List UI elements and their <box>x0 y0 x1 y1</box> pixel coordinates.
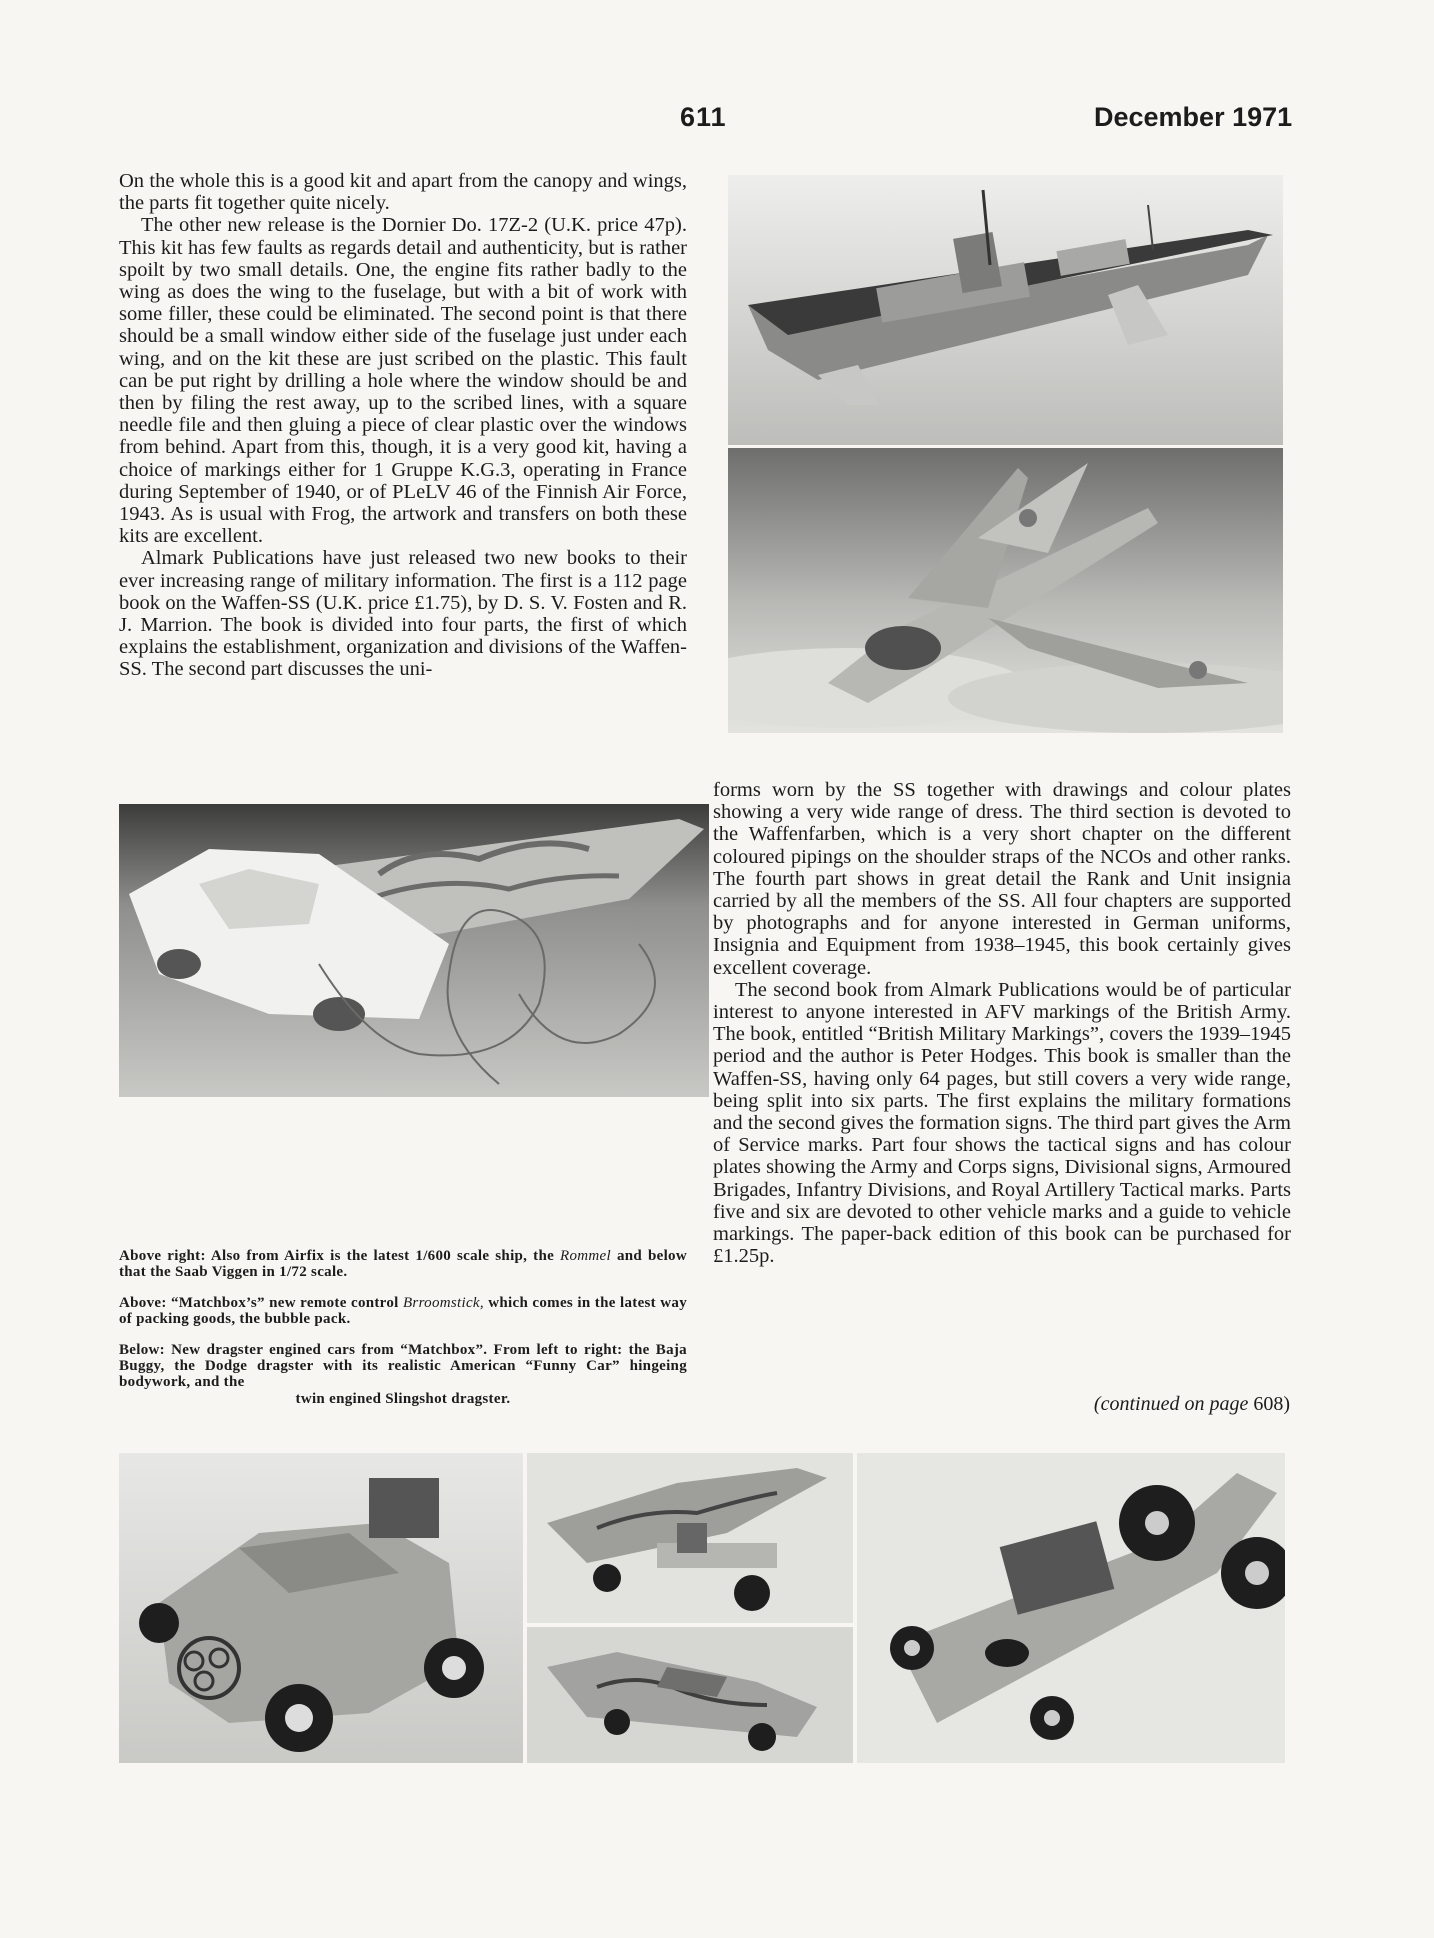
caption-above-right: Above right: Also from Airfix is the latest 1/600 scale ship, the Rommel and below that the Saab Viggen in 1/72 scale. <box>119 1248 687 1281</box>
slingshot-dragster-photo <box>857 1453 1285 1763</box>
ship-name: Rommel <box>560 1248 611 1264</box>
saab-viggen-model-photo <box>728 448 1283 733</box>
left-text-column <box>119 170 687 681</box>
paragraph: On the whole this is a good kit and apart from the canopy and wings, the parts fit together quite nicely. <box>119 170 687 215</box>
ship-model-photo <box>728 175 1283 445</box>
paragraph: Almark Publications have just released two new books to their ever increasing range of military information. The first is a 112 page book on the Waffen-SS (U.K. price £1.75), by D. S. V. Fosten and R. J. Marrion. The book is divided into four parts, the first of which explains the establishment, organization and divisions of the Waffen-SS. The second part discusses the uni- <box>119 547 687 681</box>
continued-note: (continued on page 608) <box>1093 1393 1290 1415</box>
funny-car-open-photo <box>527 1453 853 1623</box>
product-name: Brroomstick, <box>402 1294 484 1311</box>
caption-below-end: twin engined Slingshot dragster. <box>295 1390 511 1407</box>
photo-captions <box>119 1248 687 1421</box>
paragraph: The second book from Almark Publications would be of particular interest to anyone interested in AFV markings of the British Army. The book, entitled “British Military Markings”, covers the 1939–1945 period and the author is Peter Hodges. This book is smaller than the Waffen-SS, having only 64 pages, but still covers a very wide range, being split into six parts. The first explains the military formations and the second gives the formation signs. The third part gives the Arm of Service marks. Part four shows the tactical signs and has colour plates showing the Army and Corps signs, Divisional signs, Armoured Brigades, Infantry Divisions, and Royal Artillery Tactical marks. Parts five and six are devoted to other vehicle marks and a guide to vehicle markings. The paper-back edition of this book can be purchased for £1.25p. <box>713 978 1291 1268</box>
baja-buggy-photo <box>119 1453 523 1763</box>
caption-above: Above: “Matchbox’s” new remote control Brroomstick, which comes in the latest way of packing goods, the bubble pack. <box>119 1294 688 1328</box>
right-text-column <box>713 779 1291 1267</box>
paragraph: The other new release is the Dornier Do. 17Z-2 (U.K. price 47p). This kit has few faults as regards detail and authenticity, but is rather spoilt by two small details. One, the engine fits rather badly to the wing as does the wing to the fuselage, but with a bit of work with some filler, these could be eliminated. The second point is that there should be a small window either side of the fuselage just under each wing, and on the kit these are just scribed on the plastic. This fault can be put right by drilling a hole where the window should be and then by filing the rest away, up to the scribed lines, with a square needle file and then gluing a piece of clear plastic over the windows from behind. Apart from this, though, it is a very good kit, having a choice of markings either for 1 Gruppe K.G.3, operating in France during September of 1940, or of PLeLV 46 of the Finnish Air Force, 1943. As is usual with Frog, the artwork and transfers on both these kits are excellent. <box>119 214 687 548</box>
page-number: 611 <box>680 102 727 132</box>
brroomstick-car-photo <box>119 804 709 1097</box>
paragraph: forms worn by the SS together with drawings and colour plates showing a very wide range of dress. The third section is devoted to the Waffenfarben, which is a very short chapter on the different coloured pipings on the shoulder straps of the NCOs and other ranks. The fourth part shows in great detail the Rank and Unit insignia carried by all the members of the SS. All four chapters are supported by photographs and for anyone interested in German uniforms, Insignia and Equipment from 1938–1945, this book certainly gives excellent coverage. <box>713 779 1291 979</box>
dodge-dragster-photo <box>527 1627 853 1763</box>
caption-below: Below: New dragster engined cars from “Matchbox”. From left to right: the Baja Buggy, the Dodge dragster with its realistic American “Funny Car” hingeing bodywork, and the <box>119 1341 687 1391</box>
issue-date: December 1971 <box>1094 102 1293 132</box>
